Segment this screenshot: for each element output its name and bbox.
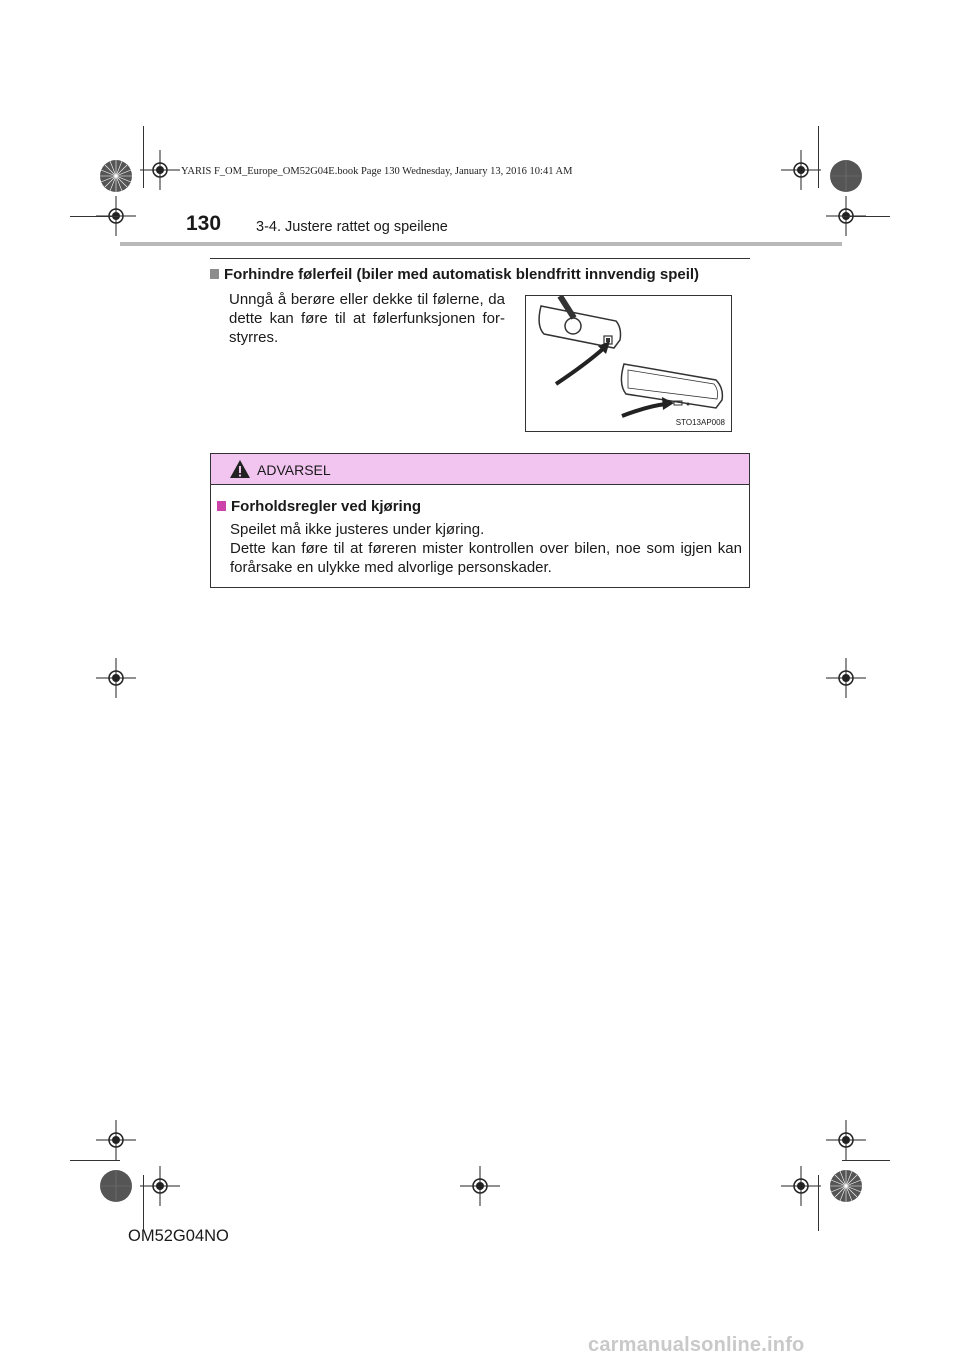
registration-mark-icon xyxy=(826,156,866,196)
crop-line xyxy=(143,1175,144,1231)
subsection-body: Unngå å berøre eller dekke til følerne, da dette kan føre til at følerfunksjonen for-styrres. xyxy=(229,291,505,346)
crosshair-icon xyxy=(781,1166,821,1206)
crosshair-icon xyxy=(826,658,866,698)
crosshair-icon xyxy=(826,1120,866,1160)
crosshair-icon xyxy=(96,658,136,698)
book-header: YARIS F_OM_Europe_OM52G04E.book Page 130 Wednesday, January 13, 2016 10:41 AM xyxy=(181,166,573,177)
subsection-heading-text: Forhindre følerfeil (biler med automatisk blendfritt innvendig speil) xyxy=(224,266,700,283)
registration-mark-icon xyxy=(96,156,136,196)
section-title: 3-4. Justere rattet og speilene xyxy=(256,219,448,235)
crop-line xyxy=(818,126,819,188)
page-number: 130 xyxy=(186,212,222,235)
subsection-heading xyxy=(210,258,750,283)
crop-line xyxy=(842,216,890,217)
warning-item-heading xyxy=(217,498,421,515)
registration-mark-icon xyxy=(96,1166,136,1206)
header-rule xyxy=(120,242,842,246)
warning-header xyxy=(211,454,749,485)
crosshair-icon xyxy=(781,150,821,190)
crosshair-icon xyxy=(96,1120,136,1160)
warning-box xyxy=(210,453,750,588)
illustration-code: STO13AP008 xyxy=(675,418,725,427)
mirror-drawing xyxy=(526,296,731,431)
warning-body xyxy=(230,520,742,577)
warning-title: ADVARSEL xyxy=(257,462,331,478)
warning-item-heading-text: Forholdsregler ved kjøring xyxy=(231,498,422,515)
warning-body-line: Speilet må ikke justeres under kjøring. xyxy=(230,521,485,538)
crosshair-icon xyxy=(460,1166,500,1206)
document-code: OM52G04NO xyxy=(128,1227,229,1245)
crop-line xyxy=(842,1160,890,1161)
warning-triangle-icon xyxy=(229,459,251,479)
square-bullet-icon xyxy=(210,269,219,279)
crosshair-icon xyxy=(140,150,180,190)
registration-mark-icon xyxy=(826,1166,866,1206)
warning-body-line: Dette kan føre til at føreren mister kontrollen over bilen, noe som igjen kan forårsake en ulykke med alvorlige personskader. xyxy=(230,540,742,576)
mirror-illustration xyxy=(525,295,732,432)
crop-line xyxy=(143,126,144,188)
footer-watermark: carmanualsonline.info xyxy=(588,1334,805,1356)
crop-line xyxy=(70,216,120,217)
crop-line xyxy=(818,1175,819,1231)
crosshair-icon xyxy=(140,1166,180,1206)
crop-line xyxy=(70,1160,120,1161)
square-bullet-icon xyxy=(217,501,226,511)
